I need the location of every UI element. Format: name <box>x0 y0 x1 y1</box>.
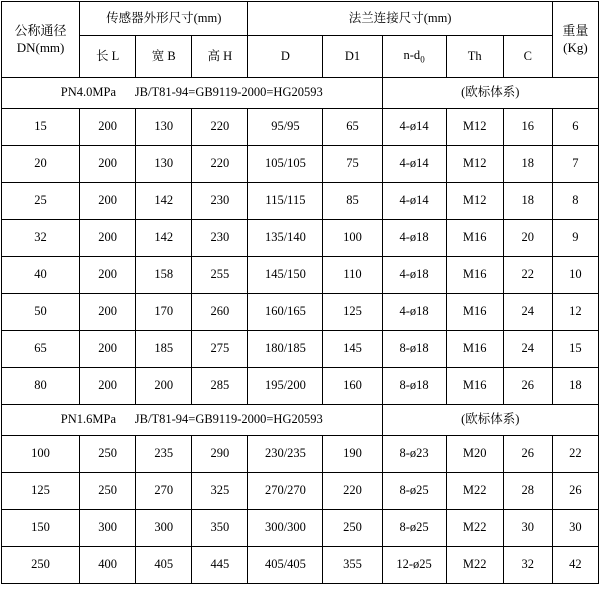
cell-th: M12 <box>446 109 503 146</box>
table-header-group-row <box>2 2 599 36</box>
cell-c: 32 <box>503 547 552 584</box>
band-pn40-left <box>2 78 383 109</box>
cell-c: 16 <box>503 109 552 146</box>
cell-length: 200 <box>80 331 136 368</box>
table-row <box>2 257 599 294</box>
cell-length: 250 <box>80 436 136 473</box>
cell-height: 220 <box>192 109 248 146</box>
cell-c: 24 <box>503 294 552 331</box>
table-row <box>2 331 599 368</box>
subheader-c: C <box>503 36 552 78</box>
cell-weight: 15 <box>552 331 598 368</box>
cell-d1: 125 <box>323 294 382 331</box>
cell-dn: 250 <box>2 547 80 584</box>
cell-d: 145/150 <box>248 257 323 294</box>
cell-length: 200 <box>80 220 136 257</box>
cell-th: M16 <box>446 257 503 294</box>
cell-weight: 26 <box>552 473 598 510</box>
cell-length: 200 <box>80 183 136 220</box>
cell-ndo: 4-ø18 <box>382 294 446 331</box>
cell-dn: 50 <box>2 294 80 331</box>
cell-width: 270 <box>136 473 192 510</box>
cell-height: 230 <box>192 183 248 220</box>
band-row-pn16 <box>2 405 599 436</box>
band-pn16-pressure: PN1.6MPa <box>60 412 117 427</box>
cell-d: 115/115 <box>248 183 323 220</box>
cell-d: 195/200 <box>248 368 323 405</box>
cell-c: 26 <box>503 368 552 405</box>
cell-width: 130 <box>136 146 192 183</box>
cell-th: M16 <box>446 368 503 405</box>
subheader-width: 宽 B <box>136 36 192 78</box>
cell-width: 158 <box>136 257 192 294</box>
cell-width: 405 <box>136 547 192 584</box>
band-pn40-note: (欧标体系) <box>382 78 598 109</box>
header-weight-line2: (Kg) <box>563 39 588 55</box>
table-row <box>2 220 599 257</box>
cell-d1: 110 <box>323 257 382 294</box>
cell-d1: 85 <box>323 183 382 220</box>
cell-dn: 125 <box>2 473 80 510</box>
cell-weight: 42 <box>552 547 598 584</box>
table-row <box>2 368 599 405</box>
cell-width: 142 <box>136 183 192 220</box>
cell-weight: 9 <box>552 220 598 257</box>
cell-d1: 220 <box>323 473 382 510</box>
cell-weight: 10 <box>552 257 598 294</box>
cell-ndo: 4-ø18 <box>382 257 446 294</box>
cell-weight: 18 <box>552 368 598 405</box>
cell-c: 26 <box>503 436 552 473</box>
table-row <box>2 109 599 146</box>
cell-c: 18 <box>503 183 552 220</box>
cell-th: M12 <box>446 146 503 183</box>
cell-ndo: 8-ø18 <box>382 331 446 368</box>
cell-width: 142 <box>136 220 192 257</box>
cell-width: 200 <box>136 368 192 405</box>
cell-th: M16 <box>446 331 503 368</box>
cell-dn: 32 <box>2 220 80 257</box>
cell-dn: 15 <box>2 109 80 146</box>
table-row <box>2 183 599 220</box>
cell-ndo: 4-ø14 <box>382 146 446 183</box>
header-nominal-diameter-line1: 公称通径 <box>14 23 67 39</box>
band-pn16-note: (欧标体系) <box>382 405 598 436</box>
cell-length: 250 <box>80 473 136 510</box>
cell-c: 18 <box>503 146 552 183</box>
cell-length: 200 <box>80 294 136 331</box>
cell-length: 200 <box>80 146 136 183</box>
cell-c: 22 <box>503 257 552 294</box>
cell-ndo: 8-ø18 <box>382 368 446 405</box>
header-weight <box>552 2 598 78</box>
cell-d1: 250 <box>323 510 382 547</box>
header-nominal-diameter-line2: DN(mm) <box>16 39 65 55</box>
cell-c: 20 <box>503 220 552 257</box>
cell-weight: 22 <box>552 436 598 473</box>
cell-ndo: 8-ø25 <box>382 510 446 547</box>
cell-c: 28 <box>503 473 552 510</box>
cell-d: 270/270 <box>248 473 323 510</box>
cell-height: 445 <box>192 547 248 584</box>
cell-th: M22 <box>446 547 503 584</box>
cell-height: 230 <box>192 220 248 257</box>
subheader-n-d0 <box>382 36 446 78</box>
subheader-n-d0-text: n-d <box>403 47 421 62</box>
cell-width: 235 <box>136 436 192 473</box>
cell-dn: 80 <box>2 368 80 405</box>
table-row <box>2 294 599 331</box>
subheader-d: D <box>248 36 323 78</box>
cell-c: 24 <box>503 331 552 368</box>
specification-table <box>1 1 599 584</box>
subheader-th: Th <box>446 36 503 78</box>
subheader-n-d0-subscript: 0 <box>420 54 425 65</box>
cell-d: 95/95 <box>248 109 323 146</box>
cell-weight: 7 <box>552 146 598 183</box>
band-pn16-left <box>2 405 383 436</box>
band-pn16-standard: JB/T81-94=GB9119-2000=HG20593 <box>134 412 323 427</box>
cell-c: 30 <box>503 510 552 547</box>
cell-th: M12 <box>446 183 503 220</box>
cell-th: M16 <box>446 220 503 257</box>
subheader-height: 高 H <box>192 36 248 78</box>
cell-d: 300/300 <box>248 510 323 547</box>
cell-height: 285 <box>192 368 248 405</box>
cell-weight: 8 <box>552 183 598 220</box>
cell-ndo: 8-ø25 <box>382 473 446 510</box>
cell-weight: 6 <box>552 109 598 146</box>
cell-dn: 40 <box>2 257 80 294</box>
cell-d: 180/185 <box>248 331 323 368</box>
cell-ndo: 8-ø23 <box>382 436 446 473</box>
table-row <box>2 510 599 547</box>
subheader-d1: D1 <box>323 36 382 78</box>
cell-dn: 65 <box>2 331 80 368</box>
cell-height: 275 <box>192 331 248 368</box>
cell-d1: 65 <box>323 109 382 146</box>
cell-d: 105/105 <box>248 146 323 183</box>
cell-th: M22 <box>446 510 503 547</box>
table-row <box>2 547 599 584</box>
cell-d: 135/140 <box>248 220 323 257</box>
cell-height: 325 <box>192 473 248 510</box>
table-row <box>2 146 599 183</box>
cell-length: 300 <box>80 510 136 547</box>
cell-height: 260 <box>192 294 248 331</box>
cell-d1: 355 <box>323 547 382 584</box>
cell-weight: 30 <box>552 510 598 547</box>
band-pn40-standard: JB/T81-94=GB9119-2000=HG20593 <box>134 85 323 100</box>
cell-d1: 145 <box>323 331 382 368</box>
cell-width: 300 <box>136 510 192 547</box>
cell-d: 230/235 <box>248 436 323 473</box>
table-subheader-row <box>2 36 599 78</box>
cell-th: M16 <box>446 294 503 331</box>
cell-ndo: 4-ø14 <box>382 109 446 146</box>
cell-length: 400 <box>80 547 136 584</box>
table-row <box>2 473 599 510</box>
header-sensor-dimensions: 传感器外形尺寸(mm) <box>80 2 248 36</box>
cell-dn: 100 <box>2 436 80 473</box>
cell-width: 130 <box>136 109 192 146</box>
cell-ndo: 4-ø14 <box>382 183 446 220</box>
header-nominal-diameter <box>2 2 80 78</box>
band-row-pn40 <box>2 78 599 109</box>
cell-d1: 160 <box>323 368 382 405</box>
cell-width: 170 <box>136 294 192 331</box>
table-row <box>2 436 599 473</box>
cell-th: M20 <box>446 436 503 473</box>
cell-d1: 190 <box>323 436 382 473</box>
cell-d1: 100 <box>323 220 382 257</box>
cell-ndo: 4-ø18 <box>382 220 446 257</box>
subheader-length: 长 L <box>80 36 136 78</box>
cell-dn: 20 <box>2 146 80 183</box>
cell-length: 200 <box>80 257 136 294</box>
cell-d: 405/405 <box>248 547 323 584</box>
band-pn40-pressure: PN4.0MPa <box>60 85 117 100</box>
cell-height: 220 <box>192 146 248 183</box>
cell-length: 200 <box>80 368 136 405</box>
cell-width: 185 <box>136 331 192 368</box>
cell-ndo: 12-ø25 <box>382 547 446 584</box>
cell-weight: 12 <box>552 294 598 331</box>
cell-height: 255 <box>192 257 248 294</box>
cell-height: 290 <box>192 436 248 473</box>
cell-th: M22 <box>446 473 503 510</box>
cell-dn: 150 <box>2 510 80 547</box>
header-flange-dimensions: 法兰连接尺寸(mm) <box>248 2 552 36</box>
header-weight-line1: 重量 <box>562 23 589 39</box>
cell-dn: 25 <box>2 183 80 220</box>
cell-d: 160/165 <box>248 294 323 331</box>
cell-length: 200 <box>80 109 136 146</box>
cell-d1: 75 <box>323 146 382 183</box>
cell-height: 350 <box>192 510 248 547</box>
